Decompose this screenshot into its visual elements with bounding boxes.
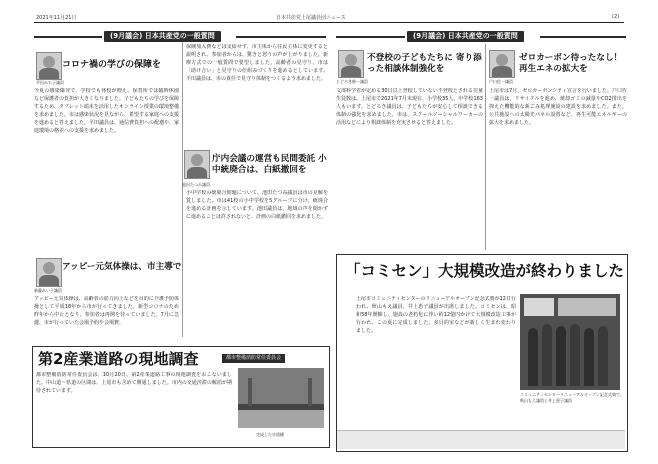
member-caption: 池田たつみ議員 xyxy=(182,182,210,187)
column-divider xyxy=(182,42,183,337)
article-headline: 庁内会議の運営も民間委託 小中統廃合は、白紙撤回を xyxy=(212,154,327,175)
publication-name: 日本共産党上尾議員団ニュース xyxy=(276,15,346,21)
feature-body: 都市整備消防常任委員会は、10月20日、第2産業道路工事の現地調査をおこないました。中山道～県道の区間は、上尾市も含めて開通しました。市内の交通渋滞の解消が期待されています。 xyxy=(36,372,232,394)
news-headline: 「コミセン」大規模改造が終わりました xyxy=(345,262,625,280)
header-rule xyxy=(34,22,624,23)
decorative-illustration-band xyxy=(337,430,625,449)
photo-caption: コミュニティセンターリニューアルオープン記念式典で。秋山もえ議員と井上恵子議員 xyxy=(520,392,624,403)
photo-caption: 完成した歩道橋 xyxy=(256,432,284,437)
issue-date: 2021年11月21日 xyxy=(36,15,77,21)
column-divider xyxy=(485,44,486,250)
section-rule xyxy=(34,36,102,38)
feature-headline: 第2産業道路の現地調査 xyxy=(38,350,199,368)
committee-tag: 都市整備消防常任委員会 xyxy=(222,354,285,363)
member-caption: 新藤れい子議員 xyxy=(34,288,62,293)
member-photo xyxy=(489,50,515,78)
article-body: 小中学校の統廃合問題について、池田たつみ議員は市の見解を質しました。市は41校の小中学校を5グループに分け、統廃合を進める計画を示しています。池田議員は、地域の声を聞かずに進めることは許されないと、計画の白紙撤回を求めました。 xyxy=(186,190,328,220)
member-caption: とどろき修一議員 xyxy=(336,79,368,84)
member-caption: 平田みち子議員 xyxy=(36,80,64,85)
article-body: 文部科学省が定める30日以上登校していない不登校とされる児童生徒数は、上尾市で2021年7月末現在、小学校35人、中学校163人もいます。とどろき議員は、子どもたちが安心して相談できる体制の強化を求めました。市は、スクールソーシャルワーカーの活用などにより相談体制を充実させると答えました。 xyxy=(336,88,483,126)
article-headline: アッピー元気体操は、市主導で xyxy=(62,262,182,272)
member-photo xyxy=(36,258,62,287)
ceremony-photo xyxy=(520,294,620,390)
page-number: (2) xyxy=(612,14,620,20)
member-photo xyxy=(184,150,210,179)
news-body: 上尾市コミュニティセンターのリニューアルオープン記念式典が12日行われ、秋山もえ議員、井上恵子議員が出席しました。コミセンは、昭和58年開館し、施設の老朽化に伴い約12億円かけて大規模改造工事が行われ、この夏に完成しました。多目的室などが新しく生まれ変わりました。 xyxy=(356,296,516,334)
article-headline: コロナ禍の学びの保障を xyxy=(62,60,162,70)
section-rule xyxy=(540,36,626,38)
article-headline: ゼロカーボン待ったなし！ 再生エネの拡大を xyxy=(519,53,623,74)
section-title-left: (9月議会) 日本共産党の一般質問 xyxy=(104,31,221,42)
article-body: 今夏の感染爆発で、学校でも休校が増え、保育所では臨時休園など保護者の負担が大きくなりました。子どもたちの学びを保障するため、タブレット端末を活用したオンライン授業の環境整備を求めました。市は感染状況を見ながら、希望する家庭への支援を進めると答えました。平田議員は、通信費負担への配慮や、家庭環境の格差への支援を求めました。 xyxy=(34,88,179,134)
footbridge-photo xyxy=(238,368,324,428)
member-photo xyxy=(338,50,364,78)
section-title-right: (9月議会) 日本共産党の一般質問 xyxy=(407,31,524,42)
article-headline: 不登校の子どもたちに 寄り添った相談体制強化を xyxy=(367,53,482,74)
member-caption: 戸口佐一議員 xyxy=(489,79,513,84)
section-rule xyxy=(236,36,326,38)
article-body: 上尾市は7月、ゼロカーボンシティ宣言を行いました。戸口佐一議員は、リサイクルを進め、焼却ゴミの減量やCO2排出を抑えた機能的な新ごみ処理施設の建設を求めました。また、公共施設への太陽光パネル設置など、再生可能エネルギーの拡大を求めました。 xyxy=(489,88,627,126)
section-rule xyxy=(336,36,405,38)
article-body: アッピー元気体操は、高齢者の筋力向上などを目的に介護予防体操として平成18年から市が行ってきました。新型コロナのため昨年から中止となり、参加者は再開を待っていました。7月に急遽、市が行っていた会場予約や会場費、 xyxy=(34,296,179,326)
article-body-continued: 保険加入費などは支給せず、市主体から住民主体に変更すると説明され、参加者からは、驚きと怒りの声が上がりました。新療方式での一般質問で要望しました。高齢者の見守り、市は「助け合い」と見守りの仕組みづくりを進めるとしています。平田議員は、市の責任で見守り体制をつくるよう求めました。 xyxy=(186,44,328,82)
member-photo xyxy=(36,52,62,80)
